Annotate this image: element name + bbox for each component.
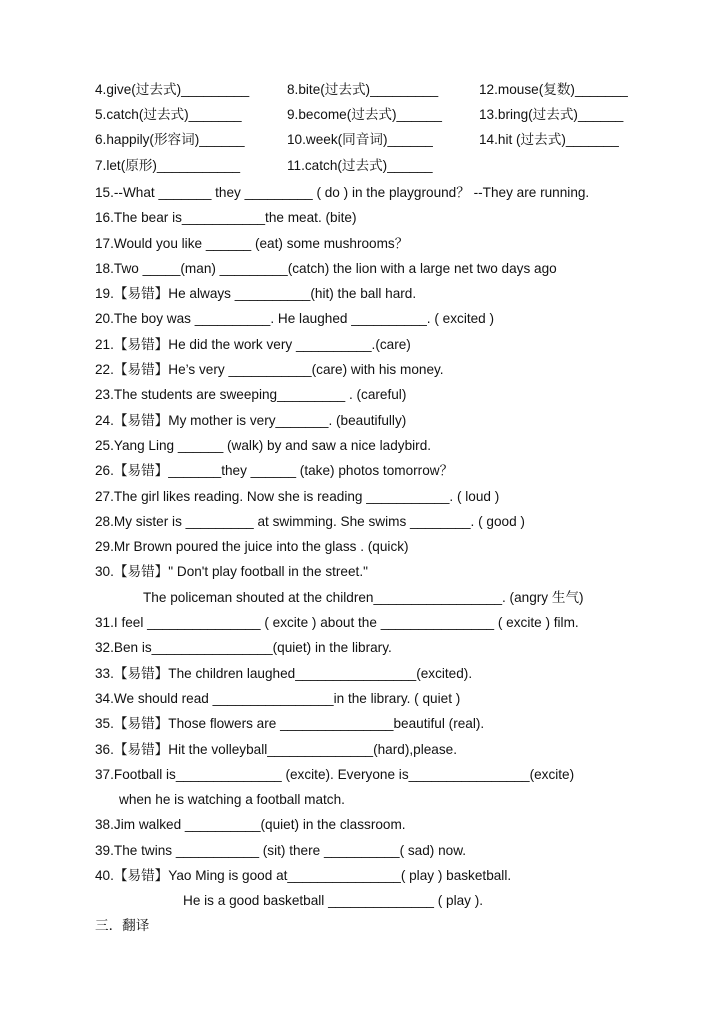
exercise-item: 5.catch(过去式)_______ [95, 107, 242, 122]
exercise-line-continuation: when he is watching a football match. [119, 792, 345, 808]
exercise-line: 32.Ben is________________(quiet) in the library. [95, 640, 392, 656]
exercise-line: 24.【易错】My mother is very_______. (beautifully) [95, 412, 407, 428]
exercise-line: 37.Football is______________ (excite). Everyone is________________(excite) [95, 766, 575, 782]
exercise-line: 26.【易错】_______they ______ (take) photos tomorrow？ [95, 463, 454, 479]
exercise-line: 22.【易错】He’s very ___________(care) with his money. [95, 362, 444, 378]
exercise-line: 29.Mr Brown poured the juice into the glass . (quick) [95, 539, 409, 555]
exercise-item: 4.give(过去式)_________ [95, 82, 250, 97]
exercise-line: 23.The students are sweeping_________ . (careful) [95, 387, 407, 403]
exercise-item: 11.catch(过去式)______ [287, 158, 433, 173]
exercise-item: 10.week(同音词)______ [287, 132, 433, 147]
grid-row [95, 103, 655, 128]
exercise-line: 31.I feel _______________ ( excite ) about the _______________ ( excite ) film. [95, 615, 579, 631]
exercise-item: 6.happily(形容词)______ [95, 132, 245, 147]
exercise-item: 8.bite(过去式)_________ [287, 82, 439, 97]
exercise-line: 25.Yang Ling ______ (walk) by and saw a nice ladybird. [95, 437, 432, 453]
exercise-line: 20.The boy was __________. He laughed __________. ( excited ) [95, 311, 495, 327]
exercise-item: 7.let(原形)___________ [95, 158, 241, 173]
exercise-line-continuation: He is a good basketball ______________ ( play ). [183, 893, 484, 909]
exercise-item: 12.mouse(复数)_______ [479, 82, 628, 97]
exercise-line: 35.【易错】Those flowers are _______________beautiful (real). [95, 716, 485, 732]
exercise-line: 16.The bear is___________the meat. (bite) [95, 210, 357, 226]
exercise-line: 27.The girl likes reading. Now she is reading ___________. ( loud ) [95, 488, 500, 504]
exercise-line: 18.Two _____(man) _________(catch) the lion with a large net two days ago [95, 260, 557, 276]
exercise-line: 21.【易错】He did the work very __________.(care) [95, 336, 411, 352]
exercise-line: 38.Jim walked __________(quiet) in the classroom. [95, 817, 406, 833]
exercise-line: 33.【易错】The children laughed________________(excited). [95, 665, 473, 681]
section-heading-translation: 三．翻译 [95, 918, 150, 933]
exercise-line: 30.【易错】" Don't play football in the street." [95, 564, 368, 580]
exercise-item: 14.hit (过去式)_______ [479, 132, 619, 147]
grid-row [95, 78, 655, 103]
exercise-list [95, 180, 655, 914]
exercise-line-continuation: The policeman shouted at the children_________________. (angry 生气) [143, 589, 584, 605]
grid-row [95, 128, 655, 153]
exercise-line: 17.Would you like ______ (eat) some mushrooms？ [95, 235, 409, 251]
exercise-line: 36.【易错】Hit the volleyball______________(hard),please. [95, 741, 457, 757]
exercise-line: 15.--What _______ they _________ ( do ) in the playground？ --They are running. [95, 185, 590, 200]
exercise-item: 9.become(过去式)______ [287, 107, 442, 122]
exercise-line: 39.The twins ___________ (sit) there __________( sad) now. [95, 842, 467, 858]
exercise-line: 28.My sister is _________ at swimming. She swims ________. ( good ) [95, 513, 525, 529]
grid-row [95, 154, 655, 179]
exercise-line: 40.【易错】Yao Ming is good at_______________( play ) basketball. [95, 868, 512, 884]
exercise-line: 19.【易错】He always __________(hit) the ball hard. [95, 286, 417, 302]
exercise-item: 13.bring(过去式)______ [479, 107, 624, 122]
exercise-line: 34.We should read ________________in the library. ( quiet ) [95, 690, 461, 706]
